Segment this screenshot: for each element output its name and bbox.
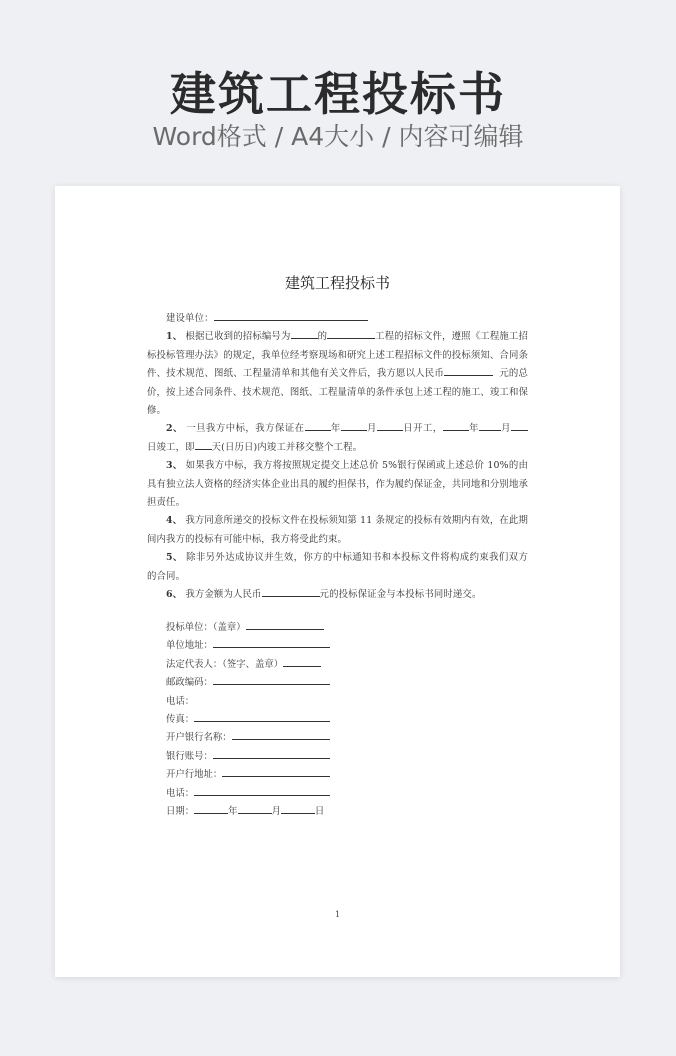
- form-blank-bank-account: [213, 748, 330, 759]
- build-unit-blank: [214, 310, 368, 321]
- clause-1: [147, 328, 528, 420]
- blank: [305, 420, 331, 431]
- form-blank-address: [213, 637, 330, 648]
- clause-6-text-a: 我方金额为人民币: [185, 589, 262, 601]
- blank: [262, 586, 320, 597]
- clause-2: [147, 420, 528, 457]
- form-blank-postcode: [213, 674, 330, 685]
- blank: [511, 420, 528, 431]
- form-blank-bank-address: [222, 766, 330, 777]
- form-label-phone: 电话：: [166, 695, 195, 707]
- form-blank-date-day: [281, 803, 315, 814]
- clause-5: [147, 549, 528, 586]
- form-row-date: [166, 803, 466, 821]
- form-row-phone: [166, 693, 466, 711]
- form-blank-legal-rep: [283, 656, 321, 667]
- build-unit-line: [147, 310, 528, 328]
- clause-2-text-h: 天(日历日)内竣工并移交整个工程。: [211, 441, 363, 453]
- clause-4-number: 4、: [166, 515, 183, 527]
- clause-1-text-b: 的: [317, 331, 328, 343]
- document-page: [55, 186, 620, 977]
- clause-2-text-f: 月: [500, 423, 512, 435]
- clause-3: [147, 457, 528, 512]
- clause-2-number: 2、: [166, 423, 183, 435]
- blank: [479, 420, 501, 431]
- clause-1-text-a: 根据已收到的招标编号为: [185, 331, 291, 343]
- clause-4: [147, 512, 528, 549]
- form-label-bank-name: 开户银行名称：: [166, 732, 232, 744]
- form-blank-bidder: [246, 619, 324, 630]
- blank: [327, 328, 375, 339]
- blank: [377, 420, 403, 431]
- form-row-bank-name: [166, 729, 466, 747]
- form-label-bidder: 投标单位：（盖章）: [166, 622, 246, 633]
- clause-1-text-c: 工程的招标文件，遵照《工程施工招标投标管理办法》的规定，我单位经考察现场和研究上述工程招标文件的投标须知、合同条件、技术规范、图纸、工程量清单和其他有关文件后，我方愿以人民币: [147, 331, 529, 380]
- page-number: 1: [334, 910, 341, 919]
- form-row-fax: [166, 711, 466, 729]
- clause-2-text-b: 年: [330, 423, 341, 435]
- form-label-address: 单位地址：: [166, 640, 213, 652]
- form-label-phone-2: 电话：: [166, 787, 195, 799]
- blank: [443, 420, 469, 431]
- clause-5-text: 除非另外达成协议并生效，你方的中标通知书和本投标文件将构成约束我们双方的合同。: [147, 552, 528, 582]
- form-row-address: [166, 637, 466, 655]
- form-blank-fax: [194, 711, 330, 722]
- form-row-bank-address: [166, 766, 466, 784]
- form-label-bank-address: 开户行地址：: [166, 769, 223, 781]
- form-blank-bank-name: [232, 729, 330, 740]
- clause-4-text: 我方同意所递交的投标文件在投标须知第 11 条规定的投标有效期内有效，在此期间内我方的投标有可能中标，我方将受此约束。: [147, 515, 528, 545]
- form-label-postcode: 邮政编码：: [166, 677, 213, 689]
- document-title: 建筑工程投标书: [284, 274, 390, 292]
- blank: [444, 365, 493, 376]
- blank: [291, 328, 318, 339]
- clause-3-text: 如果我方中标，我方将按照规定提交上述总价 5%银行保函或上述总价 10%的由具有独立法人资格的经济实体企业出具的履约担保书，作为履约保证金，共同地和分别地承担责任。: [147, 460, 529, 509]
- clause-2-text-e: 年: [468, 423, 479, 435]
- banner-subtitle: Word格式 / A4大小 / 内容可编辑: [152, 122, 524, 151]
- build-unit-label: 建设单位：: [166, 313, 214, 324]
- clause-1-number: 1、: [166, 331, 183, 343]
- clause-1-text-d: 元的总价，按上述合同条件、技术规范、图纸、工程量清单的条件承包上述工程的施工、竣工和保修。: [147, 368, 529, 417]
- form-blank-date-year: [194, 803, 228, 814]
- clause-6-text-b: 元的投标保证金与本投标书同时递交。: [319, 589, 482, 601]
- signature-form: [166, 619, 466, 821]
- clause-6-number: 6、: [166, 589, 183, 601]
- form-label-year: 年: [228, 805, 238, 817]
- clause-6: [147, 586, 528, 604]
- form-label-date: 日期：: [166, 805, 195, 817]
- clause-2-text-d: 日开工，: [402, 423, 443, 435]
- form-row-bidder: [166, 619, 466, 637]
- blank: [341, 420, 367, 431]
- clause-2-text-g: 日竣工，即: [147, 441, 195, 453]
- form-blank-phone-2: [194, 785, 330, 796]
- document-body: [147, 310, 528, 605]
- form-label-day: 日: [314, 805, 325, 817]
- form-label-bank-account: 银行账号：: [166, 750, 213, 762]
- form-row-legal-rep: [166, 656, 466, 674]
- form-label-legal-rep: 法定代表人：（签字、盖章）: [166, 658, 284, 670]
- form-label-fax: 传真：: [166, 713, 195, 725]
- clause-2-text-c: 月: [366, 423, 377, 435]
- clause-3-number: 3、: [166, 460, 183, 472]
- clause-2-text-a: 一旦我方中标，我方保证在: [186, 423, 305, 435]
- form-row-phone-2: [166, 785, 466, 803]
- blank: [195, 439, 212, 450]
- clause-5-number: 5、: [166, 552, 183, 564]
- form-row-postcode: [166, 674, 466, 692]
- banner-title: 建筑工程投标书: [170, 67, 506, 121]
- form-blank-date-month: [238, 803, 272, 814]
- form-label-month: 月: [271, 805, 281, 817]
- form-row-bank-account: [166, 748, 466, 766]
